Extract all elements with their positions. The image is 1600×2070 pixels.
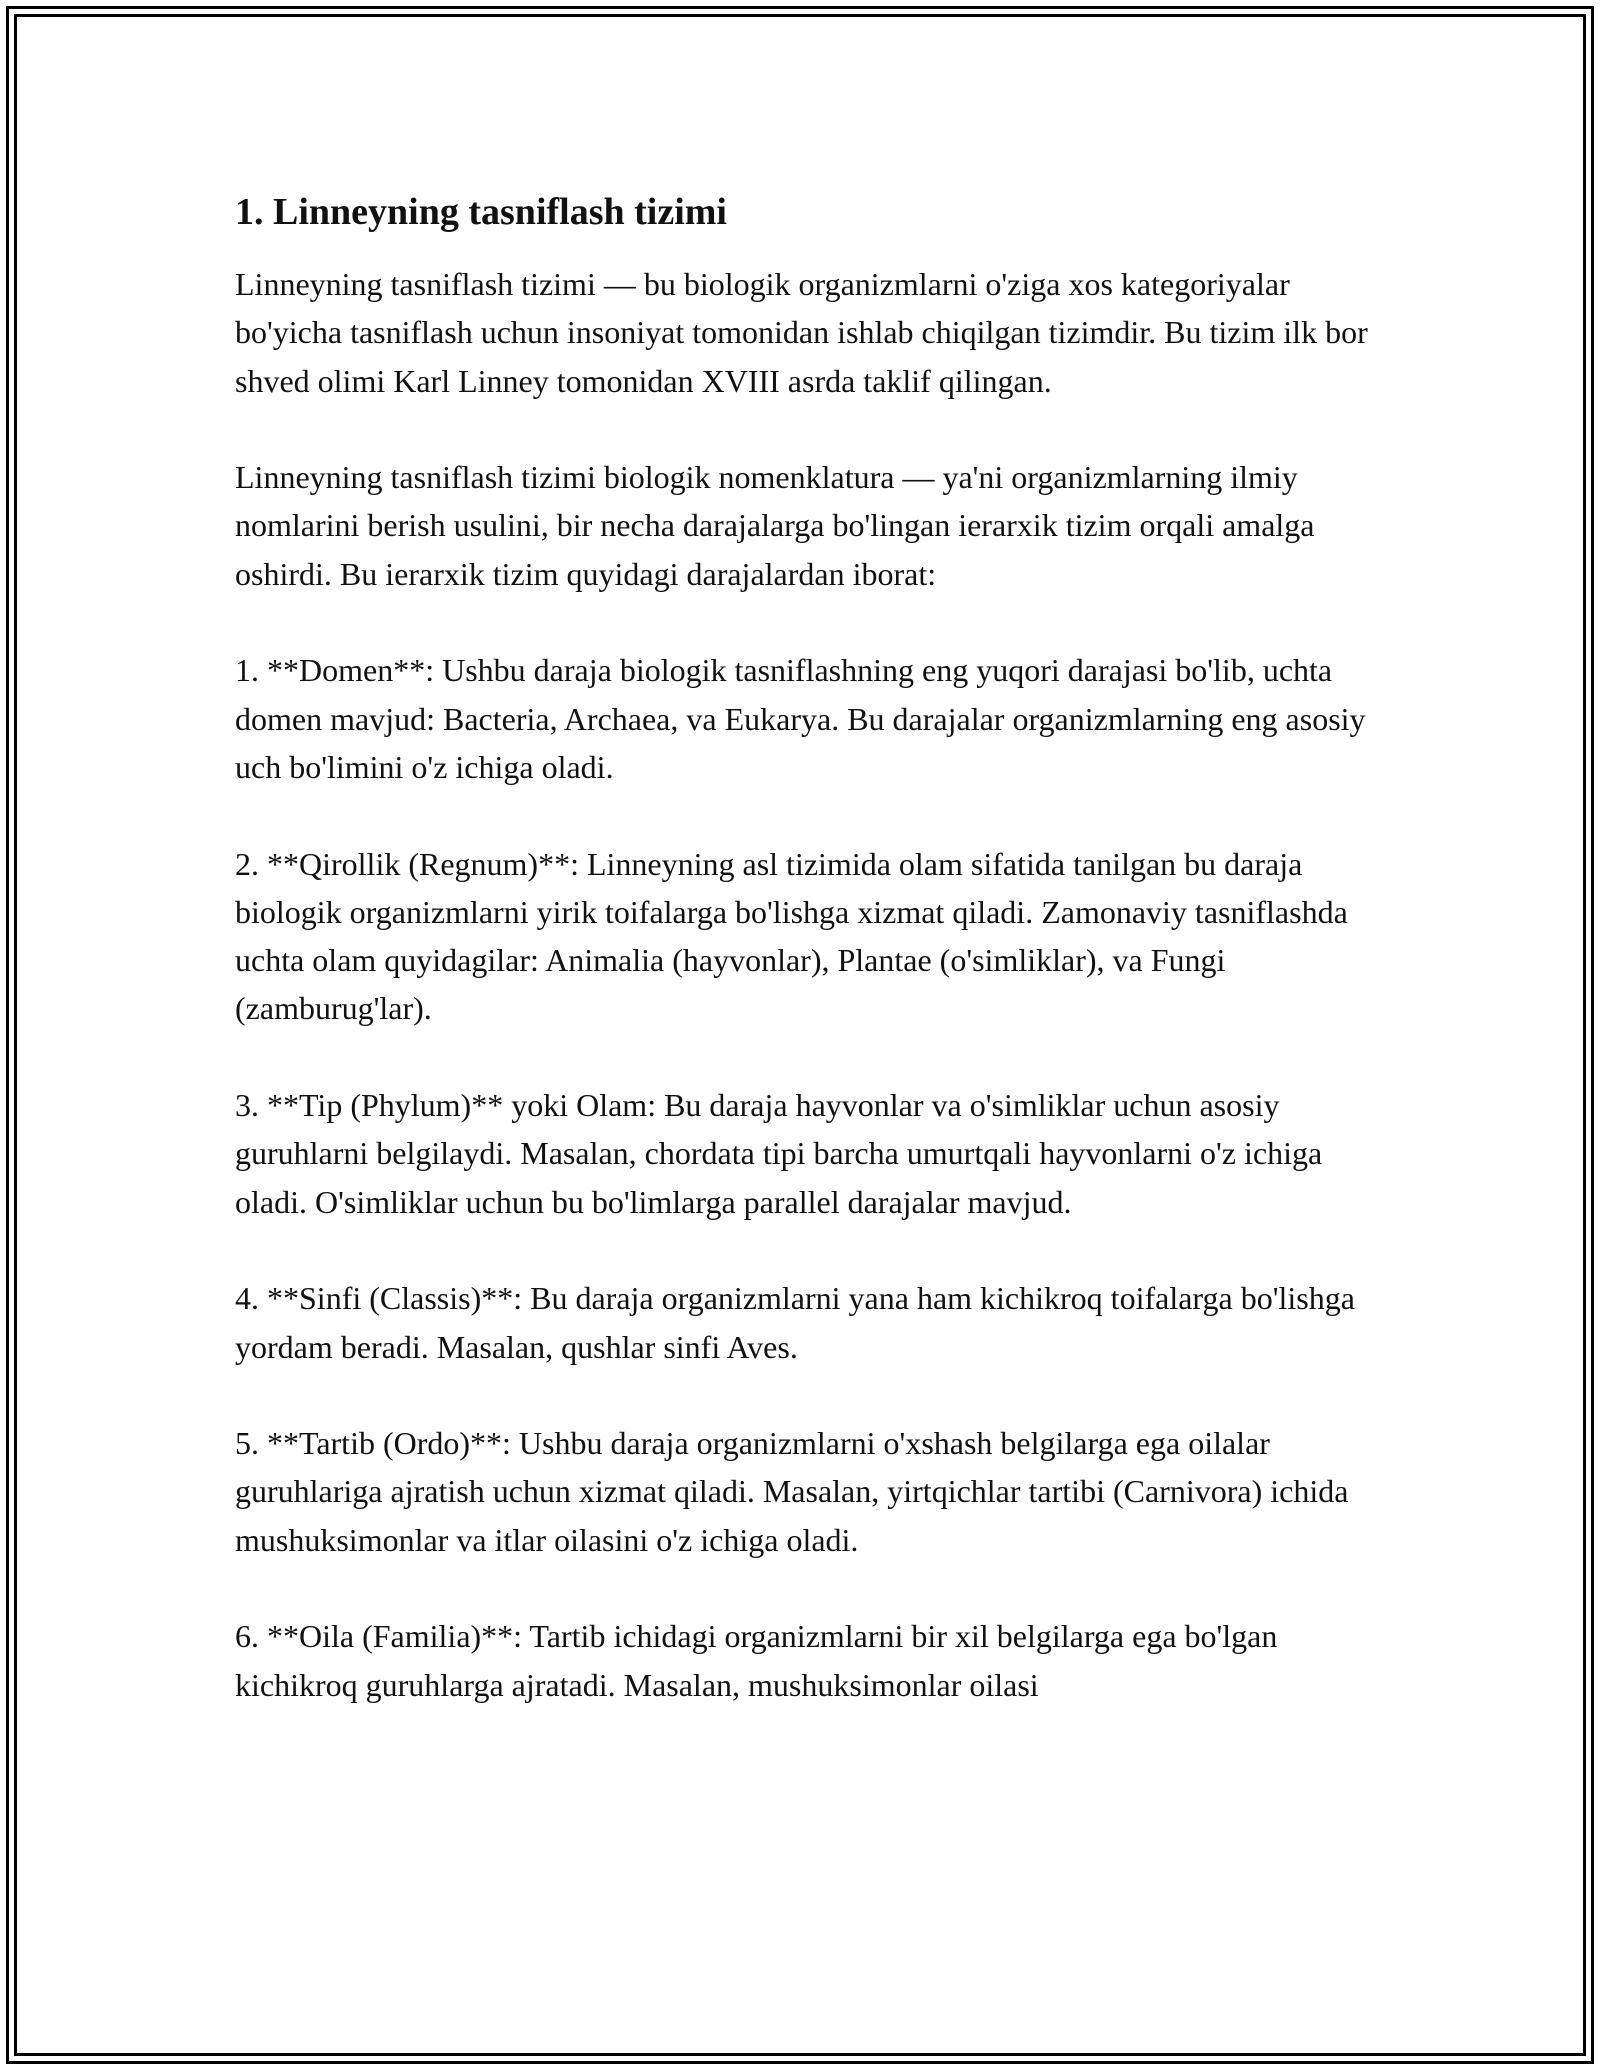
list-item-phylum: 3. **Tip (Phylum)** yoki Olam: Bu daraja hayvonlar va o'simliklar uchun asosiy guruhlarni belgilaydi. Masalan, chordata tipi barcha umurtqali hayvonlarni o'z ichiga oladi. O'simliklar uchun bu bo'limlarga parallel darajalar mavjud.	[235, 1087, 1323, 1220]
document-body	[235, 188, 1375, 1757]
list-item-domain: 1. **Domen**: Ushbu daraja biologik tasniflashning eng yuqori darajasi bo'lib, uchta domen mavjud: Bacteria, Archaea, va Eukarya. Bu darajalar organizmlarning eng asosiy uch bo'limini o'z ichiga oladi.	[235, 652, 1366, 785]
section-heading: 1. Linneyning tasniflash tizimi	[235, 191, 727, 233]
list-item-order: 5. **Tartib (Ordo)**: Ushbu daraja organizmlarni o'xshash belgilarga ega oilalar guruhlariga ajratish uchun xizmat qiladi. Masalan, yirtqichlar tartibi (Carnivora) ichida mushuksimonlar va itlar oilasini o'z ichiga oladi.	[235, 1425, 1349, 1558]
paragraph-intro: Linneyning tasniflash tizimi — bu biologik organizmlarni o'ziga xos kategoriyalar bo'yicha tasniflash uchun insoniyat tomonidan ishlab chiqilgan tizimdir. Bu tizim ilk bor shved olimi Karl Linney tomonidan XVIII asrda taklif qilingan.	[235, 266, 1368, 399]
list-item-kingdom: 2. **Qirollik (Regnum)**: Linneyning asl tizimida olam sifatida tanilgan bu daraja biologik organizmlarni yirik toifalarga bo'lishga xizmat qiladi. Zamonaviy tasniflashda uchta olam quyidagilar: Animalia (hayvonlar), Plantae (o'simliklar), va Fungi (zamburug'lar).	[235, 845, 1348, 1027]
list-item-family: 6. **Oila (Familia)**: Tartib ichidagi organizmlarni bir xil belgilarga ega bo'lgan kichikroq guruhlarga ajratadi. Masalan, mushuksimonlar oilasi	[235, 1618, 1278, 1703]
paragraph-hierarchy: Linneyning tasniflash tizimi biologik nomenklatura — ya'ni organizmlarning ilmiy nomlarini berish usulini, bir necha darajalarga bo'lingan ierarxik tizim orqali amalga oshirdi. Bu ierarxik tizim quyidagi darajalardan iborat:	[235, 459, 1315, 592]
list-item-class: 4. **Sinfi (Classis)**: Bu daraja organizmlarni yana ham kichikroq toifalarga bo'lishga yordam beradi. Masalan, qushlar sinfi Aves.	[235, 1280, 1355, 1365]
